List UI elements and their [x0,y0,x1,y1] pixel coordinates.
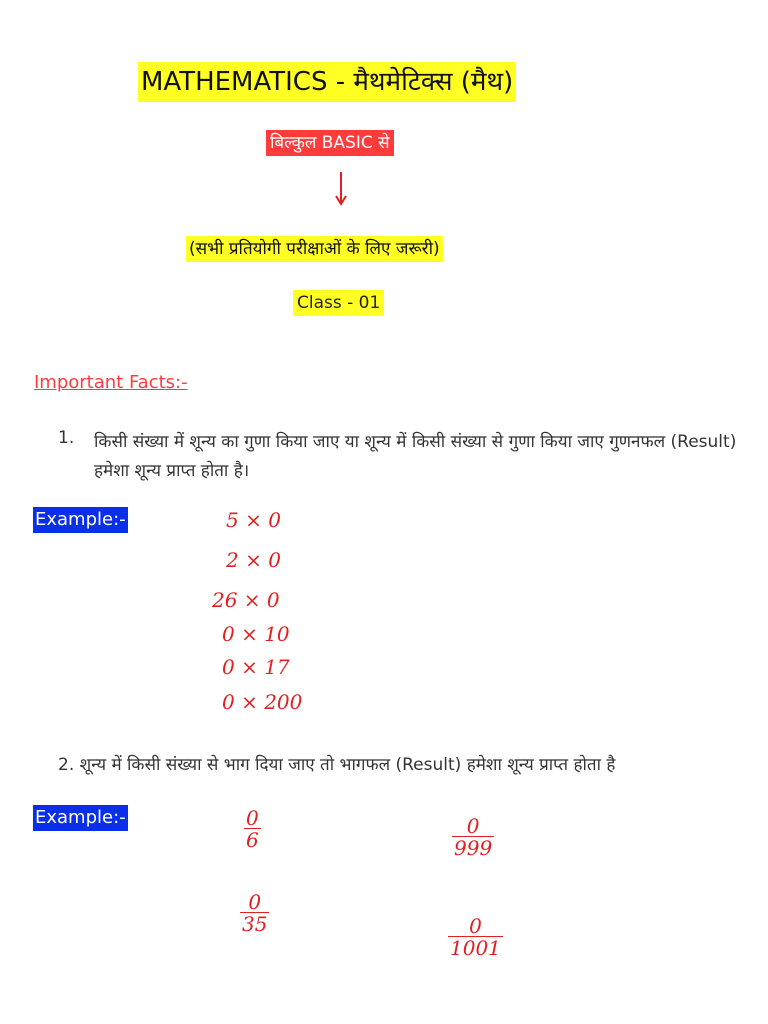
example-1-item: 0 × 10 [222,622,290,646]
competitive-exams-note: (सभी प्रतियोगी परीक्षाओं के लिए जरूरी) [186,236,443,262]
example-1-label: Example:- [33,507,128,533]
fraction-denominator: 35 [242,912,268,936]
fraction-denominator: 6 [246,828,259,852]
fraction [452,816,494,859]
fraction-numerator: 0 [246,806,259,830]
example-1-item: 2 × 0 [226,548,281,572]
fraction-numerator: 0 [469,914,482,938]
example-2-label: Example:- [33,805,128,831]
fact-1-number: 1. [58,428,75,448]
basic-badge: बिल्कुल BASIC से [266,130,394,156]
important-facts-heading: Important Facts:- [34,372,188,393]
class-label: Class - 01 [293,290,384,316]
fraction-numerator: 0 [248,890,262,914]
page-title: MATHEMATICS - मैथमेटिक्स (मैथ) [138,62,516,102]
fact-2-text: 2. शून्य में किसी संख्या से भाग दिया जाए तो भागफल (Result) हमेशा शून्य प्राप्त होता है [58,755,616,775]
example-1-item: 0 × 17 [222,655,290,679]
fraction [448,916,503,959]
example-1-item: 0 × 200 [222,690,303,714]
fraction [240,892,269,935]
down-arrow-icon [330,170,352,210]
fraction-denominator: 1001 [450,936,501,960]
fraction-denominator: 999 [454,836,493,860]
fraction [244,808,261,851]
fact-1-text: किसी संख्या में शून्य का गुणा किया जाए या शून्य में किसी संख्या से गुणा किया जाए गुणनफल (Result) हमेशा शून्य प्राप्त होता है। [94,432,737,481]
example-1-item: 26 × 0 [212,588,280,612]
fraction-numerator: 0 [466,814,480,838]
example-1-item: 5 × 0 [226,508,281,532]
